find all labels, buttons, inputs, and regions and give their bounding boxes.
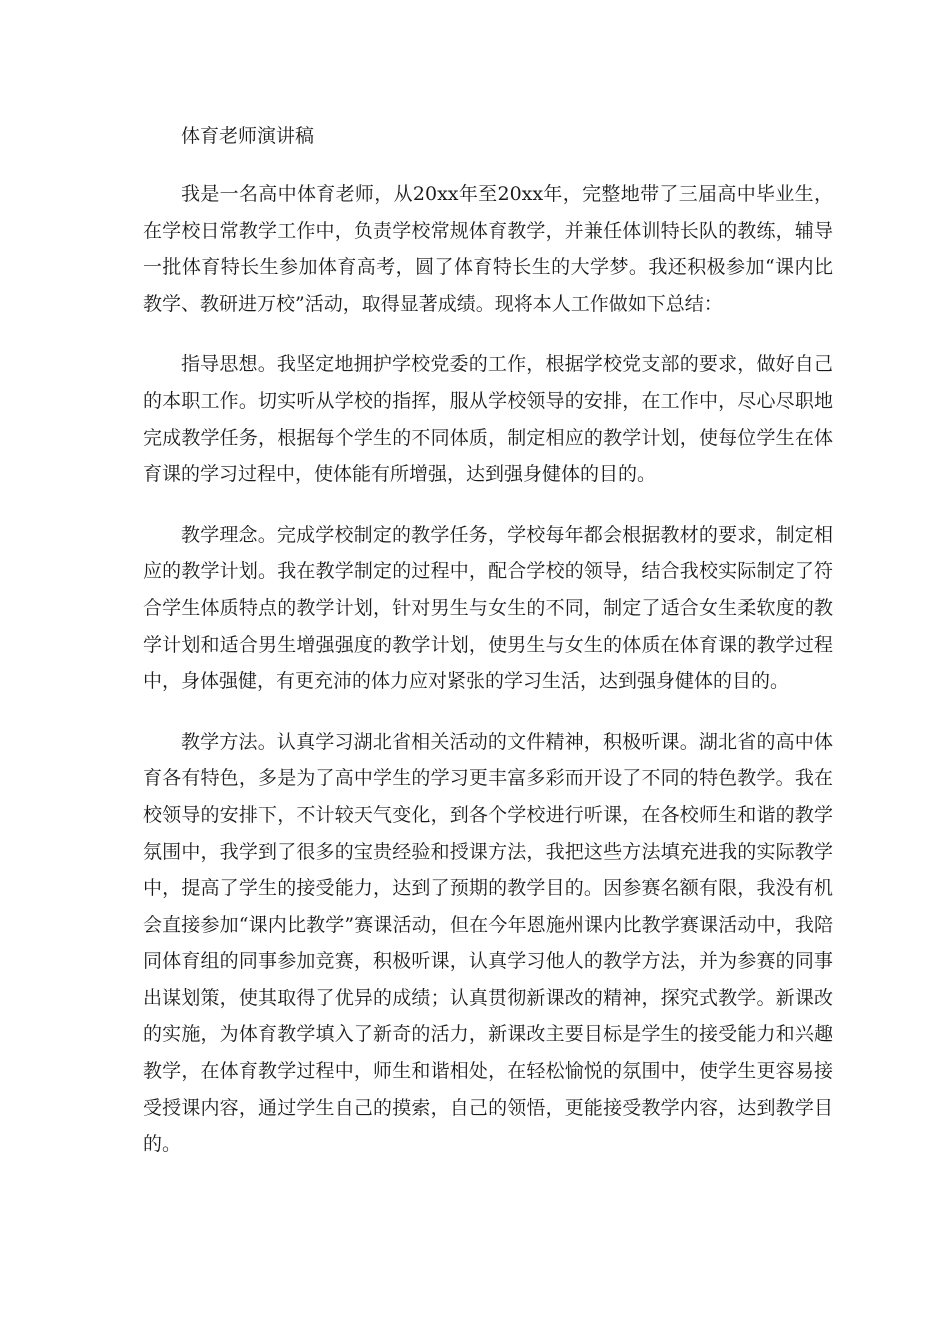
spacer [143, 700, 833, 724]
paragraph-intro: 我是一名高中体育老师，从20xx年至20xx年，完整地带了三届高中毕业生，在学校日常教学工作中，负责学校常规体育教学，并兼任体训特长队的教练，辅导一批体育特长生参加体育高考，圆了体育特长生的大学梦。我还积极参加“课内比教学、教研进万校”活动，取得显著成绩。现将本人工作做如下总结： [143, 183, 833, 315]
paragraph-guiding-thought: 指导思想。我坚定地拥护学校党委的工作，根据学校党支部的要求，做好自己的本职工作。切实听从学校的指挥，服从学校领导的安排，在工作中，尽心尽职地完成教学任务，根据每个学生的不同体质，制定相应的教学计划，使每位学生在体育课的学习过程中，使体能有所增强，达到强身健体的目的。 [143, 353, 833, 486]
document-body [143, 116, 833, 1163]
spacer [143, 322, 833, 346]
paragraph-teaching-method: 教学方法。认真学习湖北省相关活动的文件精神，积极听课。湖北省的高中体育各有特色，多是为了高中学生的学习更丰富多彩而开设了不同的特色教学。我在校领导的安排下，不计较天气变化，到各个学校进行听课，在各校师生和谐的教学氛围中，我学到了很多的宝贵经验和授课方法，我把这些方法填充进我的实际教学中，提高了学生的接受能力，达到了预期的教学目的。因参赛名额有限，我没有机会直接参加“课内比教学”赛课活动，但在今年恩施州课内比教学赛课活动中，我陪同体育组的同事参加竞赛，积极听课，认真学习他人的教学方法，并为参赛的同事出谋划策，使其取得了优异的成绩；认真贯彻新课改的精神，探究式教学。新课改的实施，为体育教学填入了新奇的活力，新课改主要目标是学生的接受能力和兴趣教学，在体育教学过程中，师生和谐相处，在轻松愉悦的氛围中，使学生更容易接受授课内容，通过学生自己的摸索，自己的领悟，更能接受教学内容，达到教学目的。 [143, 730, 833, 1156]
paragraph-teaching-philosophy: 教学理念。完成学校制定的教学任务，学校每年都会根据教材的要求，制定相应的教学计划。我在教学制定的过程中，配合学校的领导，结合我校实际制定了符合学生体质特点的教学计划，针对男生与女生的不同，制定了适合女生柔软度的教学计划和适合男生增强强度的教学计划，使男生与女生的体质在体育课的教学过程中，身体强健，有更充沛的体力应对紧张的学习生活，达到强身健体的目的。 [143, 523, 833, 693]
spacer [143, 156, 833, 176]
document-title: 体育老师演讲稿 [181, 125, 315, 147]
spacer [143, 493, 833, 517]
